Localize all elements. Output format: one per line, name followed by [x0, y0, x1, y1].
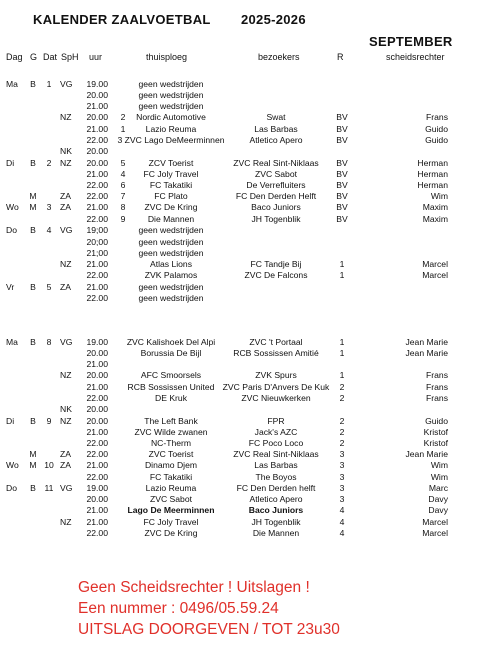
cell-uur: 20.00: [86, 112, 108, 123]
cell-scheidsrechter: Marcel: [422, 516, 448, 527]
cell-g: B: [30, 281, 36, 292]
cell-thuisploeg: ZVC Kalishoek Del Alpi: [126, 337, 216, 347]
cell-uur: 21.00: [86, 258, 108, 269]
cell-scheidsrechter: Frans: [426, 112, 448, 123]
cell-bezoekers: ZVC Sabot: [254, 169, 298, 179]
cell-thuisploeg: Die Mannen: [147, 213, 195, 224]
cell-uur: 20.00: [86, 403, 108, 414]
cell-thuisploeg: ZVC Toerist: [148, 449, 194, 460]
cell-thuisploeg: Lazio Reuma: [145, 483, 197, 494]
cell-bezoekers: FC Poco Loco: [248, 438, 304, 449]
cell-r: BV: [336, 157, 348, 168]
cell-r: 2: [339, 427, 345, 437]
page-title: KALENDER ZAALVOETBAL: [33, 12, 211, 27]
cell-scheidsrechter: Frans: [426, 381, 448, 392]
cell-bezoekers: The Boyos: [255, 471, 297, 482]
cell-dag: Di: [6, 415, 15, 426]
cell-thuisploeg: ZVC Sabot: [149, 494, 193, 505]
cell-thuisploeg: geen wedstrijden: [138, 236, 204, 247]
cell-g: B: [30, 337, 36, 347]
cell-thuisploeg: Atlas Lions: [149, 258, 193, 269]
header-sph: SpH: [61, 52, 79, 62]
cell-scheidsrechter: Frans: [426, 370, 448, 381]
cell-r: 2: [339, 392, 345, 403]
cell-bezoekers: ZVC Nieuwkerken: [241, 392, 311, 403]
notice-line-3: UITSLAG DOORGEVEN / TOT 23u30: [78, 621, 340, 638]
cell-nr: 5: [120, 157, 126, 168]
cell-scheidsrechter: Jean Marie: [405, 348, 448, 359]
cell-nr: 6: [120, 180, 126, 191]
cell-r: BV: [336, 134, 348, 145]
cell-scheidsrechter: Kristof: [423, 427, 448, 437]
cell-dat: 9: [46, 415, 52, 426]
cell-sph: NK: [60, 403, 72, 414]
cell-nr: 9: [120, 213, 126, 224]
cell-g: B: [30, 483, 36, 494]
cell-bezoekers: FC Tandje Bij: [250, 258, 302, 269]
cell-r: 3: [339, 494, 345, 505]
cell-r: 3: [339, 449, 345, 460]
cell-dat: 8: [46, 337, 52, 347]
season: 2025-2026: [241, 12, 306, 27]
cell-dat: 10: [44, 460, 54, 471]
cell-g: B: [30, 157, 36, 168]
cell-thuisploeg: geen wedstrijden: [138, 292, 204, 303]
cell-thuisploeg: geen wedstrijden: [138, 79, 204, 89]
cell-scheidsrechter: Wim: [430, 460, 448, 471]
cell-thuisploeg: The Left Bank: [144, 415, 198, 426]
cell-bezoekers: ZVK Spurs: [255, 370, 297, 381]
cell-uur: 19;00: [86, 225, 108, 236]
cell-scheidsrechter: Maxim: [422, 202, 448, 213]
cell-g: M: [29, 202, 37, 213]
cell-uur: 22.00: [86, 180, 108, 191]
cell-bezoekers: JH Togenblik: [251, 516, 301, 527]
cell-nr: 7: [120, 191, 126, 202]
header-scheidsrechter: scheidsrechter: [386, 52, 445, 62]
cell-thuisploeg: FC Plato: [154, 191, 188, 202]
cell-bezoekers: FC Den Derden helft: [236, 483, 316, 494]
cell-scheidsrechter: Jean Marie: [405, 337, 448, 347]
cell-scheidsrechter: Frans: [426, 392, 448, 403]
month: SEPTEMBER: [369, 34, 453, 49]
cell-scheidsrechter: Marcel: [422, 269, 448, 280]
cell-sph: VG: [60, 225, 73, 236]
cell-dat: 11: [44, 483, 54, 494]
cell-bezoekers: ZVC 't Portaal: [249, 337, 303, 347]
cell-scheidsrechter: Wim: [430, 471, 448, 482]
cell-g: M: [29, 191, 37, 202]
cell-uur: 22.00: [86, 191, 108, 202]
cell-sph: ZA: [60, 460, 71, 471]
cell-bezoekers: FPR: [267, 415, 285, 426]
cell-thuisploeg: geen wedstrijden: [138, 247, 204, 258]
cell-dag: Di: [6, 157, 15, 168]
cell-uur: 20.00: [86, 348, 108, 359]
cell-scheidsrechter: Kristof: [423, 438, 448, 449]
cell-thuisploeg: Borussia De Bijl: [140, 348, 202, 359]
cell-uur: 19.00: [86, 483, 108, 494]
notice-line-1: Geen Scheidsrechter ! Uitslagen !: [78, 579, 310, 596]
cell-thuisploeg: FC Takatiki: [149, 471, 193, 482]
cell-thuisploeg: geen wedstrijden: [138, 90, 204, 101]
cell-uur: 20.00: [86, 157, 108, 168]
cell-sph: VG: [60, 79, 73, 89]
cell-g: M: [29, 449, 37, 460]
cell-r: 4: [339, 516, 345, 527]
cell-r: BV: [336, 169, 348, 179]
cell-dat: 5: [46, 281, 52, 292]
header-dag: Dag: [6, 52, 23, 62]
cell-thuisploeg: NC-Therm: [150, 438, 192, 449]
cell-thuisploeg: geen wedstrijden: [138, 225, 204, 236]
cell-bezoekers: Baco Juniors: [251, 202, 301, 213]
cell-g: B: [30, 79, 36, 89]
header-thuisploeg: thuisploeg: [146, 52, 188, 62]
cell-r: 3: [339, 483, 345, 494]
cell-sph: ZA: [60, 191, 71, 202]
cell-nr: 8: [120, 202, 126, 213]
cell-uur: 22.00: [86, 449, 108, 460]
cell-r: 4: [339, 527, 345, 538]
cell-dag: Ma: [6, 337, 18, 347]
cell-uur: 19.00: [86, 337, 108, 347]
cell-uur: 22.00: [86, 269, 108, 280]
cell-thuisploeg: ZVC De Kring: [144, 202, 198, 213]
cell-dat: 1: [46, 79, 52, 89]
cell-uur: 21.00: [86, 281, 108, 292]
cell-uur: 19.00: [86, 79, 108, 89]
cell-sph: NK: [60, 145, 72, 156]
cell-scheidsrechter: Guido: [425, 134, 448, 145]
cell-thuisploeg: ZVC De Kring: [144, 527, 198, 538]
cell-bezoekers: Atletico Apero: [249, 134, 303, 145]
cell-r: 1: [339, 258, 345, 269]
header-uur: uur: [89, 52, 103, 62]
cell-uur: 21.00: [86, 505, 108, 516]
cell-bezoekers: ZVC Real Sint-Niklaas: [233, 449, 319, 460]
cell-thuisploeg: FC Joly Travel: [143, 516, 199, 527]
cell-thuisploeg: geen wedstrijden: [138, 281, 204, 292]
cell-r: 4: [339, 505, 345, 516]
cell-uur: 20;00: [86, 236, 108, 247]
cell-uur: 22.00: [86, 213, 108, 224]
cell-uur: 21.00: [86, 516, 108, 527]
cell-dat: 2: [46, 157, 52, 168]
cell-thuisploeg: ZVK Palamos: [144, 269, 198, 280]
cell-scheidsrechter: Davy: [428, 505, 448, 516]
cell-thuisploeg: ZCV Toerist: [148, 157, 194, 168]
cell-nr: 2: [120, 112, 126, 123]
cell-thuisploeg: Nordic Automotive: [136, 112, 206, 123]
cell-uur: 22.00: [86, 471, 108, 482]
cell-sph: VG: [60, 337, 73, 347]
cell-uur: 20.00: [86, 145, 108, 156]
cell-r: BV: [336, 123, 348, 134]
cell-uur: 20.00: [86, 415, 108, 426]
cell-uur: 21.00: [86, 101, 108, 112]
cell-r: 1: [339, 337, 345, 347]
notice-line-2: Een nummer : 0496/05.59.24: [78, 600, 279, 617]
header-r: R: [337, 52, 344, 62]
cell-uur: 22.00: [86, 527, 108, 538]
cell-bezoekers: De Verrefluiters: [246, 180, 306, 191]
cell-uur: 21.00: [86, 381, 108, 392]
cell-bezoekers: Atletico Apero: [249, 494, 303, 505]
cell-bezoekers: ZVC De Falcons: [244, 269, 308, 280]
cell-sph: NZ: [60, 112, 72, 123]
cell-bezoekers: Jack's AZC: [254, 427, 298, 437]
cell-bezoekers: Baco Juniors: [248, 505, 304, 516]
cell-thuisploeg: Lago De Meerminnen: [127, 505, 215, 516]
cell-thuisploeg: geen wedstrijden: [138, 101, 204, 112]
cell-uur: 22.00: [86, 438, 108, 449]
cell-r: 2: [339, 381, 345, 392]
cell-scheidsrechter: Herman: [417, 180, 448, 191]
cell-thuisploeg: Dinamo Djem: [144, 460, 198, 471]
cell-uur: 21.00: [86, 359, 108, 370]
cell-scheidsrechter: Marcel: [422, 527, 448, 538]
cell-r: BV: [336, 112, 348, 123]
cell-scheidsrechter: Guido: [425, 123, 448, 134]
cell-r: 2: [339, 438, 345, 449]
cell-scheidsrechter: Guido: [425, 415, 448, 426]
cell-dag: Vr: [6, 281, 15, 292]
cell-sph: NZ: [60, 415, 72, 426]
cell-sph: NZ: [60, 258, 72, 269]
cell-bezoekers: Swat: [266, 112, 286, 123]
cell-dag: Do: [6, 483, 17, 494]
cell-r: BV: [336, 180, 348, 191]
cell-nr: 1: [120, 123, 126, 134]
cell-nr: 4: [120, 169, 126, 179]
cell-dat: 3: [46, 202, 52, 213]
cell-r: BV: [336, 191, 348, 202]
cell-sph: ZA: [60, 449, 71, 460]
cell-sph: NZ: [60, 516, 72, 527]
cell-bezoekers: Las Barbas: [254, 460, 298, 471]
cell-g: B: [30, 415, 36, 426]
header-dat: Dat: [43, 52, 58, 62]
cell-sph: VG: [60, 483, 73, 494]
cell-dag: Wo: [6, 460, 19, 471]
cell-dat: 4: [46, 225, 52, 236]
cell-uur: 22.00: [86, 392, 108, 403]
cell-scheidsrechter: Jean Marie: [405, 449, 448, 460]
cell-bezoekers: Die Mannen: [252, 527, 300, 538]
cell-bezoekers: RCB Sossissen Amitié: [233, 348, 319, 359]
cell-scheidsrechter: Marcel: [422, 258, 448, 269]
cell-thuisploeg: RCB Sossissen United: [127, 381, 215, 392]
cell-bezoekers: ZVC Real Sint-Niklaas: [233, 157, 319, 168]
cell-scheidsrechter: Davy: [428, 494, 448, 505]
cell-thuisploeg: DE Kruk: [155, 392, 187, 403]
cell-thuisploeg: FC Takatiki: [149, 180, 193, 191]
cell-uur: 22.00: [86, 292, 108, 303]
cell-uur: 21.00: [86, 427, 108, 437]
cell-uur: 21.00: [86, 123, 108, 134]
cell-scheidsrechter: Herman: [417, 169, 448, 179]
header-g: G: [30, 52, 38, 62]
cell-dag: Do: [6, 225, 17, 236]
cell-uur: 21.00: [86, 169, 108, 179]
cell-scheidsrechter: Maxim: [422, 213, 448, 224]
cell-r: 1: [339, 370, 345, 381]
cell-scheidsrechter: Marc: [428, 483, 448, 494]
cell-bezoekers: FC Den Derden Helft: [235, 191, 317, 202]
cell-sph: ZA: [60, 281, 71, 292]
cell-uur: 21.00: [86, 202, 108, 213]
cell-scheidsrechter: Herman: [417, 157, 448, 168]
cell-thuisploeg: FC Joly Travel: [143, 169, 199, 179]
cell-dag: Ma: [6, 79, 18, 89]
cell-uur: 21.00: [86, 460, 108, 471]
cell-r: 3: [339, 460, 345, 471]
cell-thuisploeg: Lazio Reuma: [145, 123, 197, 134]
cell-uur: 20.00: [86, 494, 108, 505]
cell-uur: 22.00: [86, 134, 108, 145]
cell-sph: NZ: [60, 370, 72, 381]
cell-uur: 20.00: [86, 90, 108, 101]
cell-thuisploeg: ZVC Wilde zwanen: [134, 427, 208, 437]
cell-bezoekers: JH Togenblik: [251, 213, 301, 224]
cell-thuisploeg: 3 ZVC Lago DeMeerminnen: [117, 134, 225, 145]
cell-r: 1: [339, 269, 345, 280]
header-bezoekers: bezoekers: [258, 52, 300, 62]
cell-bezoekers: Las Barbas: [254, 123, 298, 134]
cell-scheidsrechter: Wim: [430, 191, 448, 202]
cell-sph: ZA: [60, 202, 71, 213]
cell-dag: Wo: [6, 202, 19, 213]
cell-r: BV: [336, 202, 348, 213]
cell-r: 1: [339, 348, 345, 359]
cell-r: 2: [339, 415, 345, 426]
cell-sph: NZ: [60, 157, 72, 168]
cell-thuisploeg: AFC Smoorsels: [140, 370, 202, 381]
cell-r: 3: [339, 471, 345, 482]
cell-g: M: [29, 460, 37, 471]
cell-r: BV: [336, 213, 348, 224]
cell-bezoekers: ZVC Paris D'Anvers De Kuk: [222, 381, 330, 392]
cell-g: B: [30, 225, 36, 236]
cell-uur: 21;00: [86, 247, 108, 258]
cell-uur: 20.00: [86, 370, 108, 381]
